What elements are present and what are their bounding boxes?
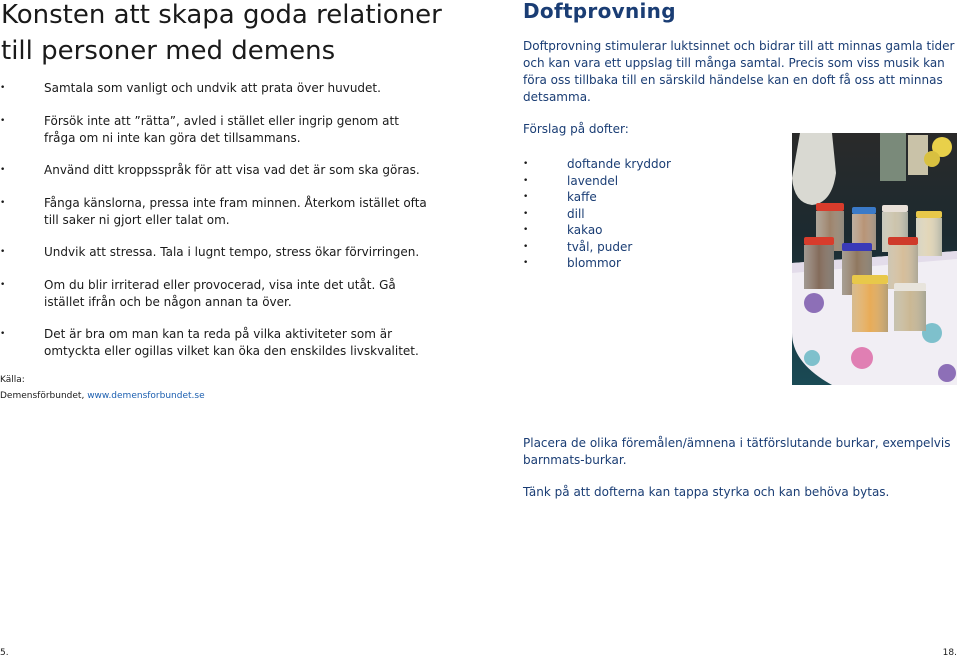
list-item-text: Det är bra om man kan ta reda på vilka aktiviteter som är omtyckta eller ogillas vilket kan öka den enskildes livskvalitet. <box>44 327 419 358</box>
list-item-text: Fånga känslorna, pressa inte fram minnen. Återkom istället ofta till saker ni gjort eller talat om. <box>44 196 427 227</box>
bullet-icon: • <box>0 280 6 290</box>
scent-label: tvål, puder <box>567 239 633 254</box>
scent-label: dill <box>567 206 585 221</box>
bullet-icon: • <box>523 258 529 268</box>
list-item <box>523 255 773 272</box>
page-title: Konsten att skapa goda relationer till personer med demens <box>1 0 442 66</box>
bullet-icon: • <box>523 225 529 235</box>
section-title: Doftprovning <box>523 0 676 23</box>
bullet-icon: • <box>0 165 6 175</box>
scent-label: kakao <box>567 223 603 237</box>
tip-paragraph: Placera de olika föremålen/ämnena i tätförslutande burkar, exempelvis barnmats-burkar. <box>523 436 951 467</box>
list-item-text: Undvik att stressa. Tala i lugnt tempo, stress ökar förvirringen. <box>44 245 420 259</box>
tip-paragraph: Tänk på att dofterna kan tappa styrka och kan behöva bytas. <box>523 485 890 499</box>
source-line <box>0 390 205 403</box>
bullet-icon: • <box>523 175 529 186</box>
scent-label: lavendel <box>567 173 619 188</box>
scent-list <box>523 156 773 272</box>
bullet-icon: • <box>0 83 6 93</box>
bullet-icon: • <box>0 329 6 339</box>
suggestion-heading: Förslag på dofter: <box>523 122 629 136</box>
spice-jars-photo <box>792 133 957 385</box>
bullet-icon: • <box>523 241 529 252</box>
list-item-text: Använd ditt kroppsspråk för att visa vad det är som ska göras. <box>44 163 420 177</box>
list-item <box>523 239 773 256</box>
page-number-left: 5. <box>0 648 9 658</box>
bullet-icon: • <box>523 208 529 219</box>
scent-label: kaffe <box>567 190 597 204</box>
list-item <box>523 156 773 173</box>
bullet-icon: • <box>0 247 6 257</box>
scent-label: blommor <box>567 256 621 270</box>
bullet-icon: • <box>0 116 6 126</box>
page-number-right: 18. <box>942 648 957 658</box>
list-item-text: Försök inte att ”rätta”, avled i stället eller ingrip genom att fråga om ni inte kan göra det tillsammans. <box>44 114 399 145</box>
list-item <box>523 222 773 239</box>
list-item <box>523 173 773 190</box>
source-link[interactable]: www.demensforbundet.se <box>87 391 205 401</box>
bullet-icon: • <box>523 159 529 169</box>
list-item <box>523 206 773 223</box>
source-label: Källa: <box>0 375 25 385</box>
bullet-icon: • <box>523 192 529 202</box>
list-item <box>523 189 773 206</box>
list-item-text: Om du blir irriterad eller provocerad, visa inte det utåt. Gå istället ifrån och be någon annan ta över. <box>44 278 396 309</box>
intro-paragraph: Doftprovning stimulerar luktsinnet och bidrar till att minnas gamla tider och kan vara ett uppslag till många samtal. Precis som viss musik kan föra oss tillbaka till en särskild händelse kan en doft få oss att minnas detsamma. <box>523 39 955 104</box>
source-name: Demensförbundet, <box>0 391 85 401</box>
list-item-text: Samtala som vanligt och undvik att prata över huvudet. <box>44 81 381 95</box>
bullet-icon: • <box>0 198 6 208</box>
scent-label: doftande kryddor <box>567 157 671 171</box>
